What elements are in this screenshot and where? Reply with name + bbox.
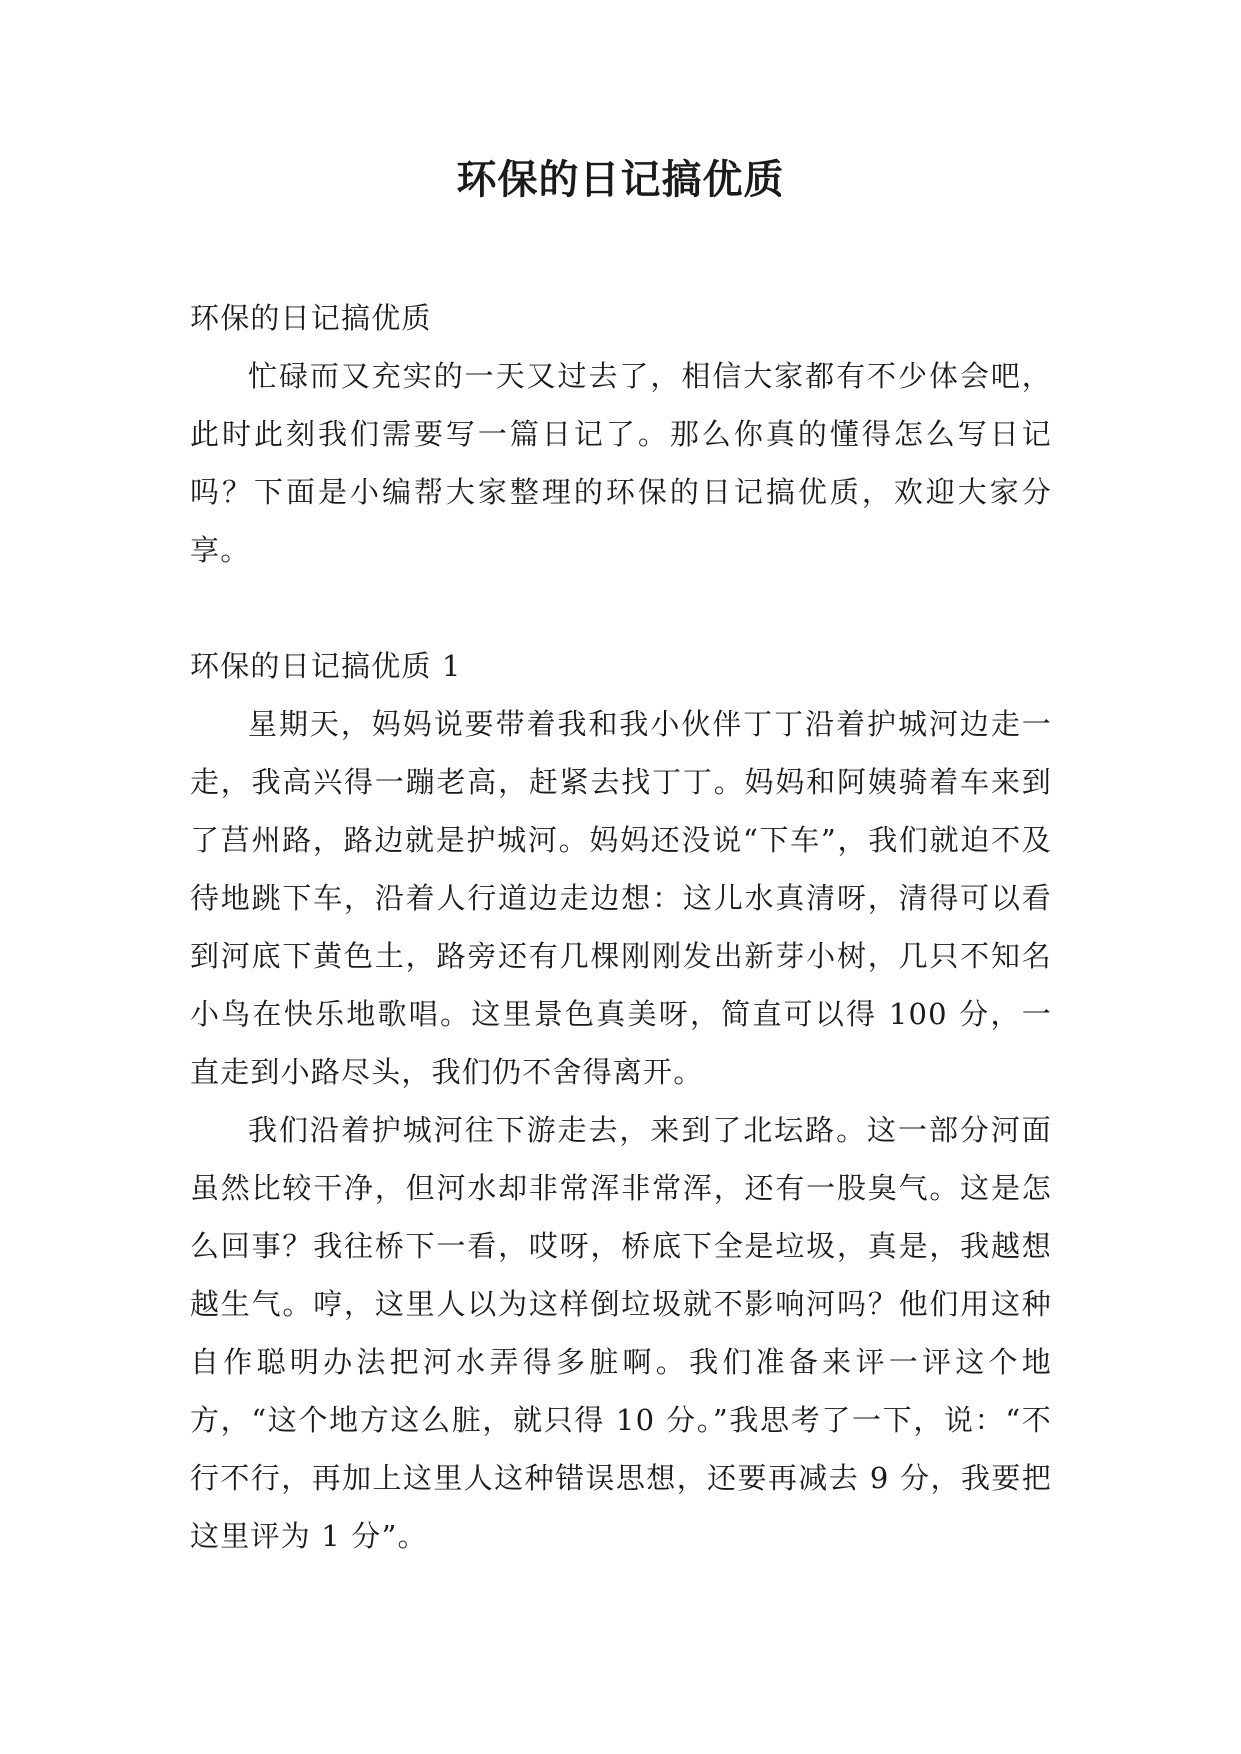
section-spacer — [190, 579, 1052, 637]
body-paragraph-2: 我们沿着护城河往下游走去，来到了北坛路。这一部分河面虽然比较干净，但河水却非常浑非常浑，还有一股臭气。这是怎么回事？我往桥下一看，哎呀，桥底下全是垃圾，真是，我越想越生气。哼，这里人以为这样倒垃圾就不影响河吗？他们用这种自作聪明办法把河水弄得多脏啊。我们准备来评一评这个地方，“这个地方这么脏，就只得 10 分。”我思考了一下，说：“不行不行，再加上这里人这种错误思想，还要再减去 9 分，我要把这里评为 1 分”。 — [190, 1113, 1052, 1553]
body-paragraph-1: 星期天，妈妈说要带着我和我小伙伴丁丁沿着护城河边走一走，我高兴得一蹦老高，赶紧去找丁丁。妈妈和阿姨骑着车来到了莒州路，路边就是护城河。妈妈还没说“下车”，我们就迫不及待地跳下车，沿着人行道边走边想：这儿水真清呀，清得可以看到河底下黄色土，路旁还有几棵刚刚发出新芽小树，几只不知名小鸟在快乐地歌唱。这里景色真美呀，简直可以得 100 分，一直走到小路尽头，我们仍不舍得离开。 — [190, 707, 1052, 1089]
intro-paragraph: 忙碌而又充实的一天又过去了，相信大家都有不少体会吧，此时此刻我们需要写一篇日记了。那么你真的懂得怎么写日记吗？下面是小编帮大家整理的环保的日记搞优质，欢迎大家分享。 — [190, 359, 1052, 567]
section-heading: 环保的日记搞优质 1 — [190, 649, 462, 683]
intro-heading: 环保的日记搞优质 — [190, 301, 432, 335]
document-body — [190, 289, 1052, 1565]
document-title: 环保的日记搞优质 — [456, 157, 785, 203]
